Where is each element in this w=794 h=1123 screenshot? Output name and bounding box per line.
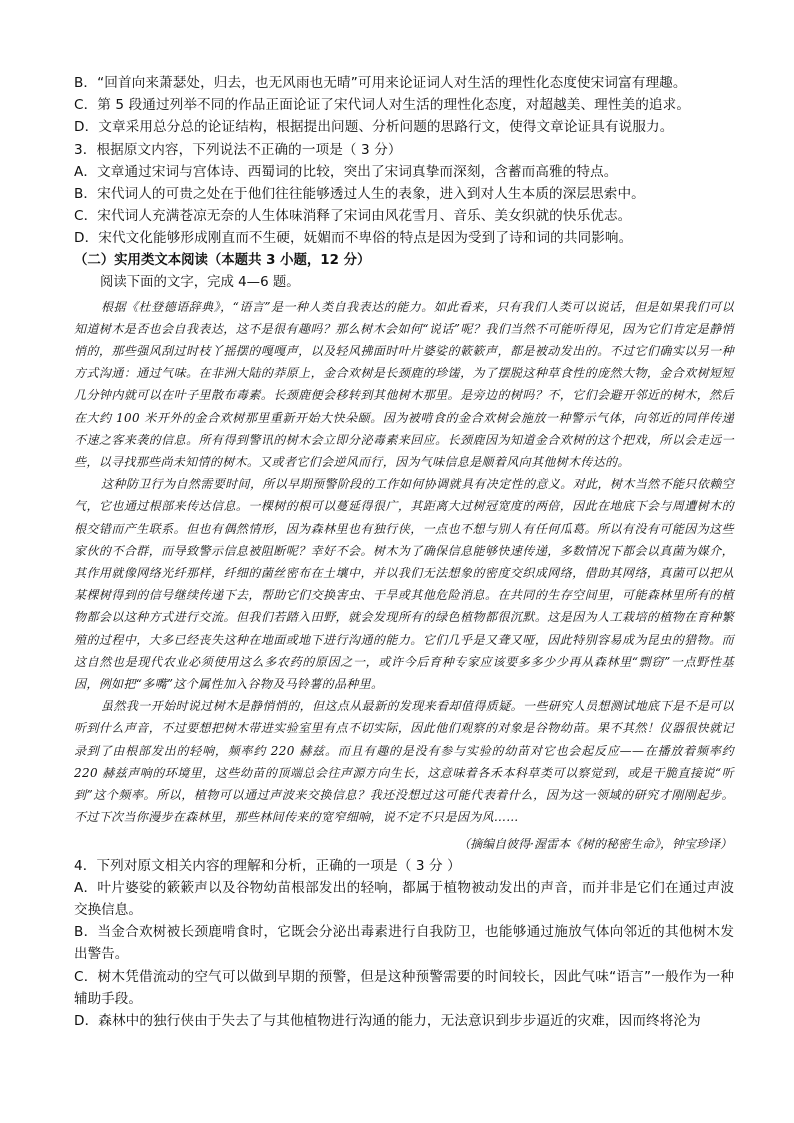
q3-option-d: D．宋代文化能够形成刚直而不生硬，妩媚而不卑俗的特点是因为受到了诗和词的共同影响。	[74, 230, 633, 247]
q2-option-b: B．“回首向来萧瑟处，归去，也无风雨也无晴”可用来论证词人对生活的理性化态度使宋词富有理趣。	[74, 75, 687, 91]
section-instruction: 阅读下面的文字，完成 4—6 题。	[100, 274, 300, 290]
q4-option-d: D．森林中的独行侠由于失去了与其他植物进行沟通的能力，无法意识到步步逼近的灾难，因而终将沦为	[74, 1012, 701, 1029]
passage-paragraph-1: 根据《杜登德语辞典》，“语言”是一种人类自我表达的能力。如此看来，只有我们人类可以说话，但是如果我们可以知道树木是否也会自我表达，这不是很有趣吗？那么树木会如何“说话”呢？我们当然不可能听得见，因为它们肯定是静悄悄的，那些强风刮过时枝丫摇摆的嘎嘎声，以及轻风拂面时叶片婆娑的簌簌声，都是被动发出的。不过它们确实以另一种方式沟通：通过气味。在非洲大陆的莽原上，金合欢树是长颈鹿的珍馐，为了摆脱这种草食性的庞然大物，金合欢树短短几分钟内就可以在叶子里散布毒素。长颈鹿便会移转到其他树木那里。是旁边的树吗？不，它们会避开邻近的树木，然后在大约 100 米开外的金合欢树那里重新开始大快朵颐。因为被啃食的金合欢树会施放一种警示气体，向邻近的同伴传递不速之客来袭的信息。所有得到警讯的树木会立即分泌毒素来回应。长颈鹿因为知道金合欢树的这个把戏，所以会走远一些，以寻找那些尚未知情的树木。又或者它们会逆风而行，因为气味信息是顺着风向其他树木传达的。	[74, 299, 734, 470]
section-heading: （二）实用类文本阅读（本题共 3 小题，12 分）	[74, 252, 371, 268]
q2-option-d: D．文章采用总分总的论证结构，根据提出问题、分析问题的思路行文，使得文章论证具有说服力。	[74, 119, 674, 136]
passage-source: （摘编自彼得·渥雷本《树的秘密生命》，钟宝珍译）	[458, 836, 732, 851]
q4-option-b: B．当金合欢树被长颈鹿啃食时，它既会分泌出毒素进行自我防卫，也能够通过施放气体向邻近的其他树木发出警告。	[74, 924, 734, 963]
q4-stem: 4．下列对原文相关内容的理解和分析，正确的一项是（ 3 分 ）	[74, 857, 461, 874]
passage-paragraph-2: 这种防卫行为自然需要时间，所以早期预警阶段的工作如何协调就具有决定性的意义。对此，树木当然不能只依赖空气，它也通过根部来传达信息。一棵树的根可以蔓延得很广，其距离大过树冠宽度的两倍，因此在地底下会与周遭树木的根交错而产生联系。但也有偶然情形，因为森林里也有独行侠，一点也不想与别人有任何瓜葛。所以有没有可能因为这些家伙的不合群，而导致警示信息被阻断呢？幸好不会。树木为了确保信息能够快速传递，多数情况下都会以真菌为媒介，其作用就像网络光纤那样，纤细的菌丝密布在土壤中，并以我们无法想象的密度交织成网络，借助其网络，真菌可以把从某棵树得到的信号继续传递下去，帮助它们交换害虫、干旱或其他危险消息。在共同的生存空间里，可能森林里所有的植物都会以这种方式进行交流。但我们若踏入田野，就会发现所有的绿色植物都很沉默。这是因为人工栽培的植物在育种繁殖的过程中，大多已经丧失这种在地面或地下进行沟通的能力。它们几乎是又聋又哑，因此特别容易成为昆虫的猎物。而这自然也是现代农业必须使用这么多农药的原因之一，或许今后育种专家应该要多多少少再从森林里“剽窃”一点野性基因，例如把“多嘴”这个属性加入谷物及马铃薯的品种里。	[74, 477, 734, 692]
q2-option-c: C．第 5 段通过列举不同的作品正面论证了宋代词人对生活的理性化态度，对超越美、理性美的追求。	[74, 97, 691, 114]
q4-option-a: A．叶片婆娑的簌簌声以及谷物幼苗根部发出的轻响，都属于植物被动发出的声音，而并非是它们在通过声波交换信息。	[74, 879, 734, 918]
q3-option-a: A．文章通过宋词与宫体诗、西蜀词的比较，突出了宋词真挚而深刻，含蓄而高雅的特点。	[74, 163, 618, 180]
q4-option-c: C．树木凭借流动的空气可以做到早期的预警，但是这种预警需要的时间较长，因此气味“语言”一般作为一种辅助手段。	[74, 968, 734, 1007]
q3-option-b: B．宋代词人的可贵之处在于他们往往能够透过人生的表象，进入到对人生本质的深层思索中。	[74, 186, 645, 203]
q3-option-c: C．宋代词人充满苍凉无奈的人生体味消释了宋词由风花雪月、音乐、美女织就的快乐优志。	[74, 208, 632, 225]
q3-stem: 3．根据原文内容，下列说法不正确的一项是（ 3 分）	[74, 141, 402, 158]
passage-paragraph-3: 虽然我一开始时说过树木是静悄悄的，但这点从最新的发现来看却值得质疑。一些研究人员想测试地底下是不是可以听到什么声音，不过要想把树木带进实验室里有点不切实际，因此他们观察的对象是谷物幼苗。果不其然！仪器很快就记录到了由根部发出的轻响，频率约 220 赫兹。而且有趣的是没有参与实验的幼苗对它也会起反应——在播放着频率约 220 赫兹声响的环境里，这些幼苗的顶端总会往声源方向生长，这意味着各禾本科草类可以察觉到，或是干脆直接说“听到”这个频率。所以，植物可以通过声波来交换信息？我还没想过这可能代表着什么，因为这一领域的研究才刚刚起步。不过下次当你漫步在森林里，那些林间传来的宽窄细响，说不定不只是因为风……	[74, 699, 734, 825]
